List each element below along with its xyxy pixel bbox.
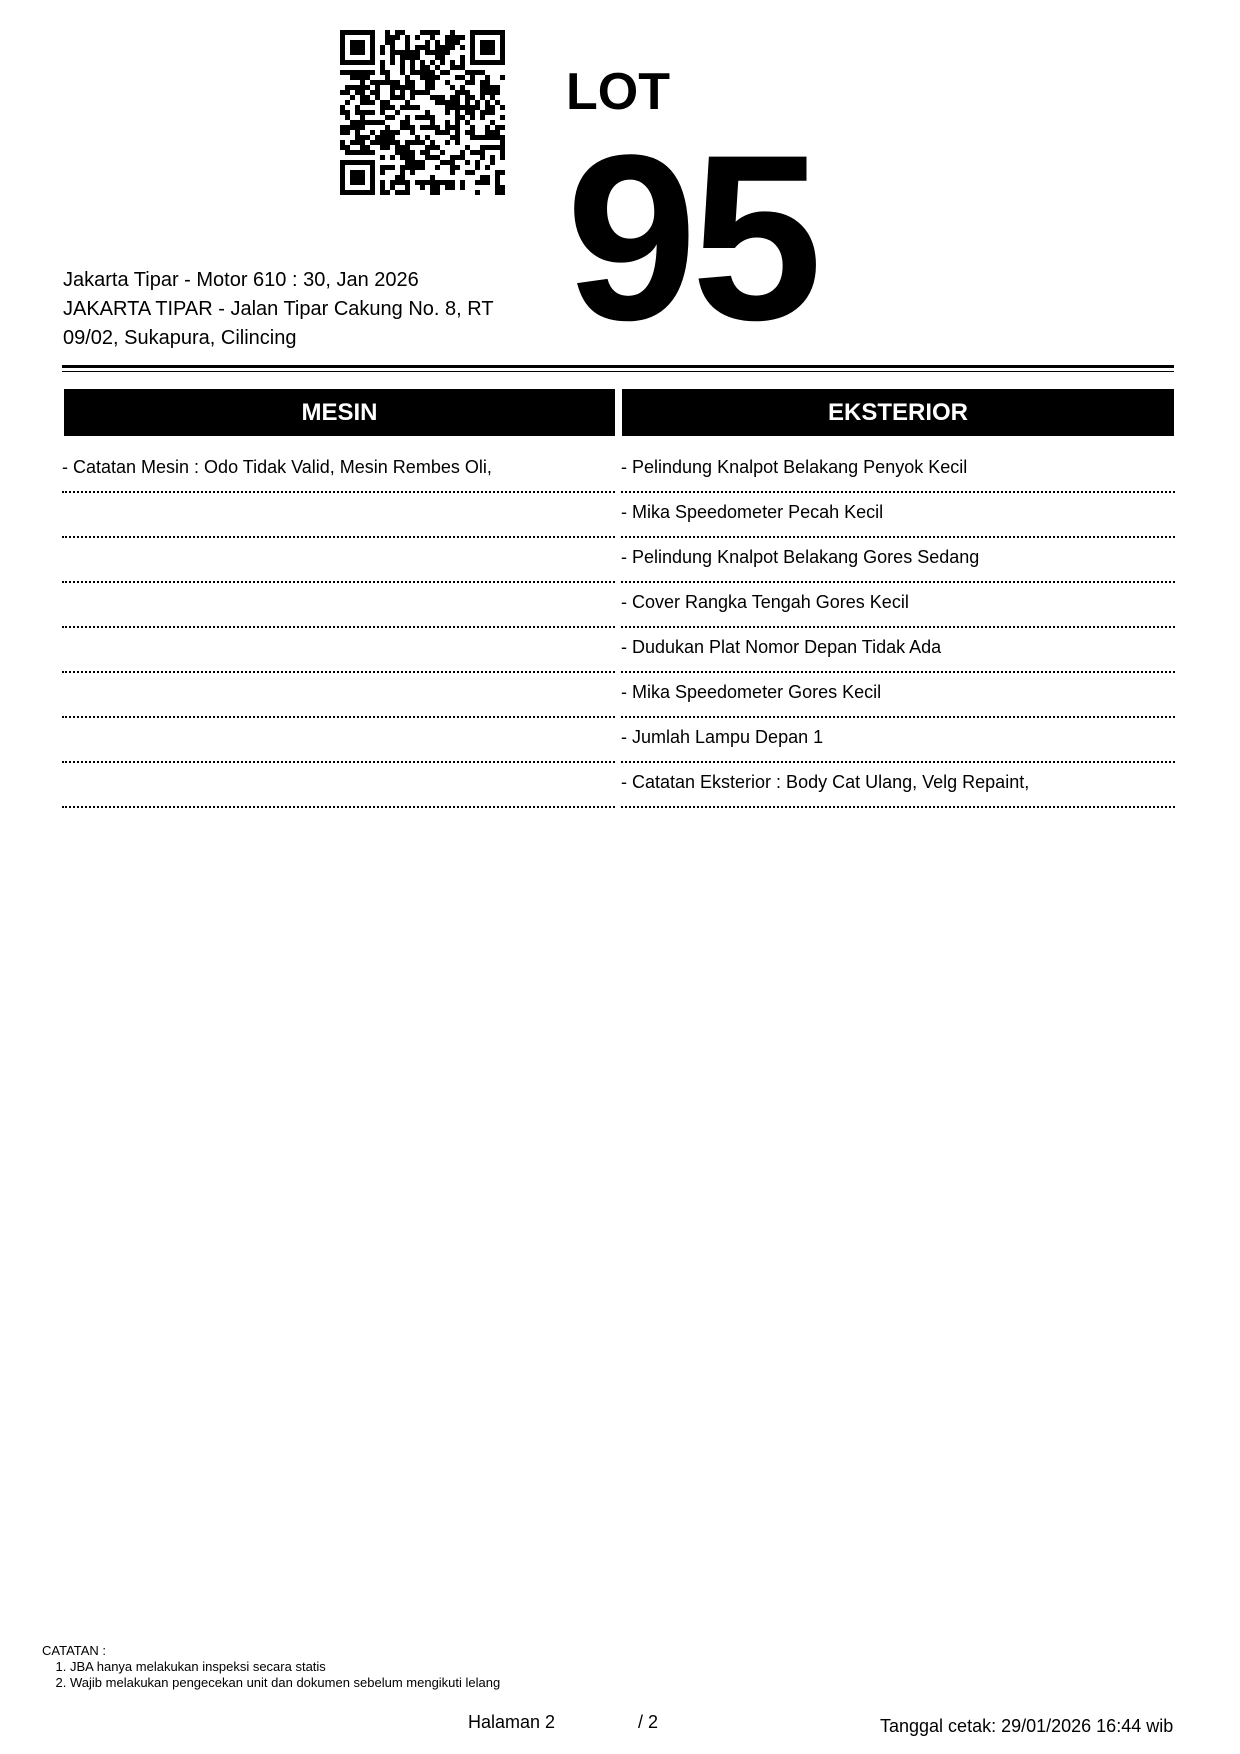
address-line-1: JAKARTA TIPAR - Jalan Tipar Cakung No. 8, RT bbox=[63, 298, 494, 320]
auction-info bbox=[63, 266, 533, 353]
notes-section bbox=[42, 1643, 500, 1691]
header-divider bbox=[62, 365, 1174, 368]
page-number: Halaman 2 bbox=[468, 1712, 556, 1732]
note-item: 1. JBA hanya melakukan inspeksi secara statis bbox=[70, 1659, 500, 1675]
qr-code bbox=[340, 30, 505, 195]
mesin-header: MESIN bbox=[64, 389, 615, 436]
mesin-row bbox=[62, 718, 615, 763]
mesin-row bbox=[62, 673, 615, 718]
eksterior-row: - Catatan Eksterior : Body Cat Ulang, Velg Repaint, bbox=[621, 763, 1175, 808]
mesin-row bbox=[62, 628, 615, 673]
address-line-2: 09/02, Sukapura, Cilincing bbox=[63, 327, 297, 349]
notes-title: CATATAN : bbox=[42, 1643, 107, 1658]
mesin-row bbox=[62, 583, 615, 628]
eksterior-row: - Mika Speedometer Gores Kecil bbox=[621, 673, 1175, 718]
header-divider-thin bbox=[62, 371, 1174, 372]
eksterior-header: EKSTERIOR bbox=[622, 389, 1174, 436]
note-item: 2. Wajib melakukan pengecekan unit dan dokumen sebelum mengikuti lelang bbox=[70, 1675, 500, 1691]
page-total: / 2 bbox=[638, 1712, 659, 1732]
mesin-row bbox=[62, 763, 615, 808]
eksterior-list bbox=[621, 448, 1175, 808]
eksterior-row: - Pelindung Knalpot Belakang Gores Sedang bbox=[621, 538, 1175, 583]
eksterior-row: - Jumlah Lampu Depan 1 bbox=[621, 718, 1175, 763]
eksterior-row: - Pelindung Knalpot Belakang Penyok Kecil bbox=[621, 448, 1175, 493]
lot-number: 95 bbox=[566, 106, 817, 370]
eksterior-row: - Cover Rangka Tengah Gores Kecil bbox=[621, 583, 1175, 628]
print-date: Tanggal cetak: 29/01/2026 16:44 wib bbox=[880, 1716, 1174, 1736]
eksterior-row: - Mika Speedometer Pecah Kecil bbox=[621, 493, 1175, 538]
mesin-row: - Catatan Mesin : Odo Tidak Valid, Mesin Rembes Oli, bbox=[62, 448, 615, 493]
lot-label: LOT bbox=[566, 63, 670, 121]
mesin-row bbox=[62, 538, 615, 583]
eksterior-row: - Dudukan Plat Nomor Depan Tidak Ada bbox=[621, 628, 1175, 673]
mesin-list bbox=[62, 448, 615, 808]
event-title: Jakarta Tipar - Motor 610 : 30, Jan 2026 bbox=[63, 269, 419, 291]
mesin-row bbox=[62, 493, 615, 538]
